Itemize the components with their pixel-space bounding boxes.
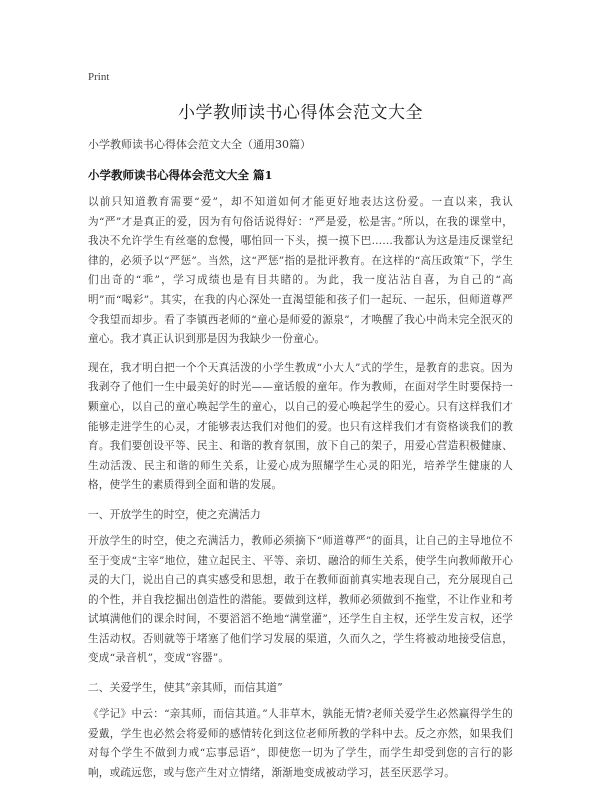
document-subtitle: 小学教师读书心得体会范文大全（通用30篇） [88,138,311,151]
subheading-2: 二、关爱学生，使其“亲其师，而信其道” [88,681,283,695]
subheading-1: 一、开放学生的时空，使之充满活力 [88,507,261,521]
document-page [88,70,513,789]
paragraph-1: 以前只知道教育需要“爱”，却不知道如何才能更好地表达这份爱。一直以来，我认为“严”才是真正的爱，因为有句俗话说得好：“严是爱，松是害。”所以，在我的课堂中，我决不允许学生有丝毫的怠慢，哪怕回一下头，摸一摸下巴……我都认为这是违反课堂纪律的，必须予以“严惩”。当然，这“严惩”指的是批评教育。在这样的“高压政策”下，学生们出奇的“乖”，学习成绩也是有目共睹的。为此，我一度沾沾自喜，为自己的“高明”而“喝彩”。其实，在我的内心深处一直渴望能和孩子们一起玩、一起乐，但师道尊严令我望而却步。看了李镇西老师的“童心是师爱的源泉”，才唤醒了我心中尚未完全泯灭的童心。我才真正认识到那是因为我缺少一份童心。 [88,196,513,346]
paragraph-3: 开放学生的时空，使之充满活力，教师必须摘下“师道尊严”的面具，让自己的主导地位不至于变成“主宰”地位，建立起民主、平等、亲切、融洽的师生关系，使学生向教师敞开心灵的大门，说出自己的真实感受和思想，敢于在教师面前真实地表现自己，充分展现自己的个性，并自我挖掘出创造性的潜能。要做到这样，教师必须做到不拖堂，不让作业和考试填满他们的课余时间，不要滔滔不绝地“满堂灌”，还学生自主权，还学生发言权，还学生活动权。否则就等于堵塞了他们学习发展的渠道，久而久之，学生将被动地接受信息，变成“录音机”，变成“容器”。 [88,534,513,665]
print-label: Print [88,71,110,83]
paragraph-4: 《学记》中云：“亲其师，而信其道。”人非草木，孰能无情?老师关爱学生必然赢得学生的爱戴，学生也必然会将爱师的感情转化到这位老师所教的学科中去。反之亦然，如果我们对每个学生不做到力戒“忘事忌语”，即使您一切为了学生，而学生却受到您的言行的影响，或疏远您，或与您产生对立情绪，渐渐地变成被动学习，甚至厌恶学习。 [88,708,513,779]
page-title: 小学教师读书心得体会范文大全 [178,103,423,123]
section-title: 小学教师读书心得体会范文大全 篇1 [88,168,273,182]
paragraph-2: 现在，我才明白把一个个天真活泼的小学生教成“小大人”式的学生，是教育的悲哀。因为我剥夺了他们一生中最美好的时光——童话般的童年。作为教师，在面对学生时要保持一颗童心，以自己的童心唤起学生的童心，以自己的爱心唤起学生的爱心。只有这样我们才能够走进学生的心灵，才能够表达我们对他们的爱。也只有这样我们才有资格谈我们的教育。我们要创设平等、民主、和谐的教育氛围，放下自己的架子，用爱心营造积极健康、生动活泼、民主和谐的师生关系，让爱心成为照耀学生心灵的阳光，培养学生健康的人格，使学生的素质得到全面和谐的发展。 [88,361,513,492]
